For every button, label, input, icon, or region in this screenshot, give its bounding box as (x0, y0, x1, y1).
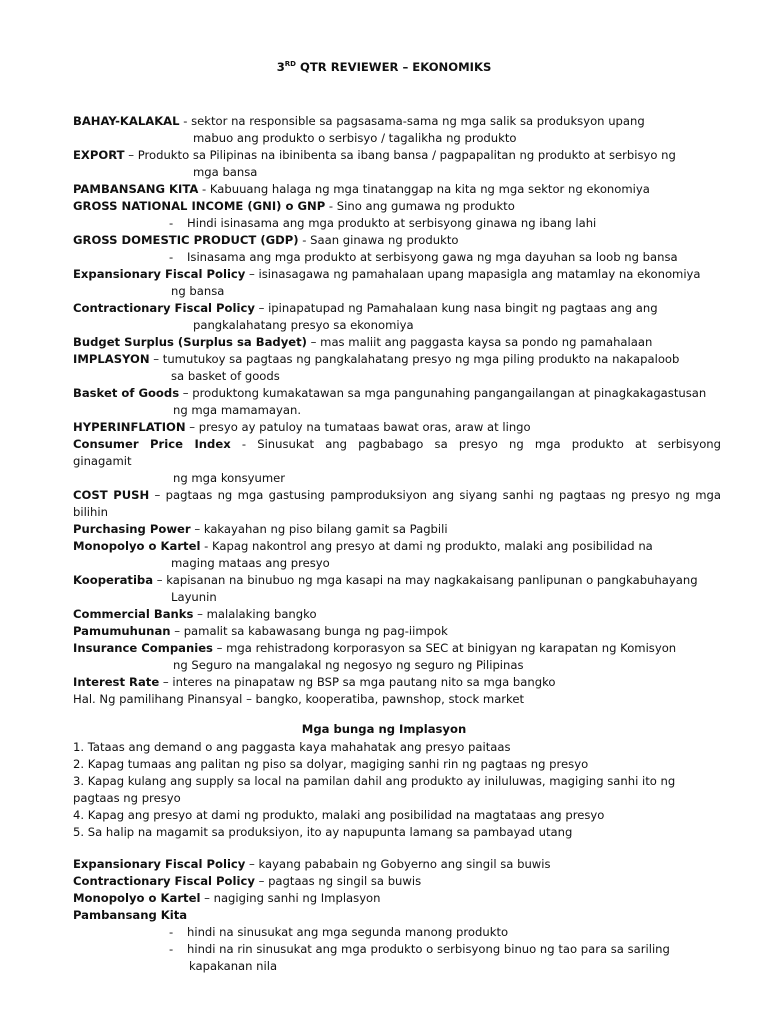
summary-line: Contractionary Fiscal Policy – pagtaas ng singil sa buwis (73, 874, 422, 888)
definition-wrap: ginagamit (73, 454, 132, 468)
definition-line: Contractionary Fiscal Policy – ipinapatupad ng Pamahalaan kung nasa bingit ng pagtaas ang ang (73, 301, 658, 315)
definition-line: PAMBANSANG KITA - Kabuuang halaga ng mga tinatanggap na kita ng mga sektor ng ekonomiya (73, 182, 650, 196)
summary-list (73, 856, 721, 975)
definition-line: IMPLASYON – tumutukoy sa pagtaas ng pangkalahatang presyo ng mga piling produkto na nakapaloob (73, 352, 680, 366)
definition-continuation: Layunin (171, 590, 217, 604)
bullet-item: - hindi na rin sinusukat ang mga produkto o serbisyong binuo ng tao para sa sariling (169, 942, 670, 956)
summary-line: Expansionary Fiscal Policy – kayang pababain ng Gobyerno ang singil sa buwis (73, 857, 551, 871)
definition-continuation: mga bansa (193, 165, 258, 179)
definition-line: Commercial Banks – malalaking bangko (73, 607, 317, 621)
definitions-list (73, 113, 721, 708)
definition-continuation: ng Seguro na mangalakal ng negosyo ng seguro ng Pilipinas (173, 658, 524, 672)
effects-list (73, 739, 721, 841)
definition-line: Budget Surplus (Surplus sa Badyet) – mas maliit ang paggasta kaysa sa pondo ng pamahalaan (73, 335, 653, 349)
definition-continuation: sa basket of goods (171, 369, 280, 383)
definition-line: Consumer Price Index - Sinusukat ang pagbabago sa presyo ng mga produkto at serbisyong (73, 437, 721, 451)
definition-line: Basket of Goods – produktong kumakatawan sa mga pangunahing pangangailangan at pinagkakagastusan (73, 386, 707, 400)
definition-line: GROSS DOMESTIC PRODUCT (GDP) - Saan ginawa ng produkto (73, 233, 459, 247)
definition-line: Insurance Companies – mga rehistradong korporasyon sa SEC at binigyan ng karapatan ng Komisyon (73, 641, 677, 655)
list-item: 3. Kapag kulang ang supply sa local na pamilan dahil ang produkto ay iniluluwas, magiging sanhi ito ng (73, 774, 676, 788)
definition-line: BAHAY-KALAKAL - sektor na responsible sa pagsasama-sama ng mga salik sa produksyon upang (73, 114, 645, 128)
list-item: 1. Tataas ang demand o ang paggasta kaya mahahatak ang presyo paitaas (73, 740, 511, 754)
bullet-item: - Hindi isinasama ang mga produkto at serbisyong ginawa ng ibang lahi (169, 216, 597, 230)
definition-continuation: ng mga mamamayan. (173, 403, 302, 417)
definition-line: Purchasing Power – kakayahan ng piso bilang gamit sa Pagbili (73, 522, 448, 536)
definition-line: Expansionary Fiscal Policy – isinasagawa ng pamahalaan upang mapasigla ang matamlay na ekonomiya (73, 267, 701, 281)
summary-line: Pambansang Kita (73, 908, 188, 922)
definition-continuation: mabuo ang produkto o serbisyo / tagalikha ng produkto (193, 131, 517, 145)
definition-continuation: ng mga konsyumer (173, 471, 286, 485)
bullet-continuation: kapakanan nila (189, 959, 278, 973)
definition-line: Kooperatiba – kapisanan na binubuo ng mga kasapi na may nagkakaisang panlipunan o pangkabuhayang (73, 573, 698, 587)
bullet-item: - Isinasama ang mga produkto at serbisyong gawa ng mga dayuhan sa loob ng bansa (169, 250, 678, 264)
list-item: 2. Kapag tumaas ang palitan ng piso sa dolyar, magiging sanhi rin ng pagtaas ng presyo (73, 757, 589, 771)
list-item: 5. Sa halip na magamit sa produksiyon, ito ay napupunta lamang sa pambayad utang (73, 825, 573, 839)
list-item-continuation: pagtaas ng presyo (73, 791, 181, 805)
definition-continuation: maging mataas ang presyo (171, 556, 330, 570)
example-line: Hal. Ng pamilihang Pinansyal – bangko, kooperatiba, pawnshop, stock market (73, 692, 525, 706)
section-title: Mga bunga ng Implasyon (301, 722, 467, 736)
bullet-item: - hindi na sinusukat ang mga segunda manong produkto (169, 925, 509, 939)
definition-continuation: ng bansa (171, 284, 225, 298)
definition-continuation: pangkalahatang presyo sa ekonomiya (193, 318, 414, 332)
list-item: 4. Kapag ang presyo at dami ng produkto, malaki ang posibilidad na magtataas ang presyo (73, 808, 605, 822)
definition-line: COST PUSH – pagtaas ng mga gastusing pamproduksiyon ang siyang sanhi ng pagtaas ng presyo ng mga (73, 488, 721, 502)
definition-line: Pamumuhunan – pamalit sa kabawasang bunga ng pag-iimpok (73, 624, 448, 638)
definition-line: GROSS NATIONAL INCOME (GNI) o GNP - Sino ang gumawa ng produkto (73, 199, 515, 213)
definition-wrap: bilihin (73, 505, 108, 519)
summary-line: Monopolyo o Kartel – nagiging sanhi ng Implasyon (73, 891, 381, 905)
definition-line: Interest Rate – interes na pinapataw ng BSP sa mga pautang nito sa mga bangko (73, 675, 556, 689)
page-title: 3RD QTR REVIEWER – EKONOMIKS (276, 60, 492, 74)
definition-line: Monopolyo o Kartel - Kapag nakontrol ang presyo at dami ng produkto, malaki ang posibilidad na (73, 539, 653, 553)
definition-line: HYPERINFLATION – presyo ay patuloy na tumataas bawat oras, araw at lingo (73, 420, 531, 434)
definition-line: EXPORT – Produkto sa Pilipinas na ibinibenta sa ibang bansa / pagpapalitan ng produkto at serbisyo ng (73, 148, 676, 162)
